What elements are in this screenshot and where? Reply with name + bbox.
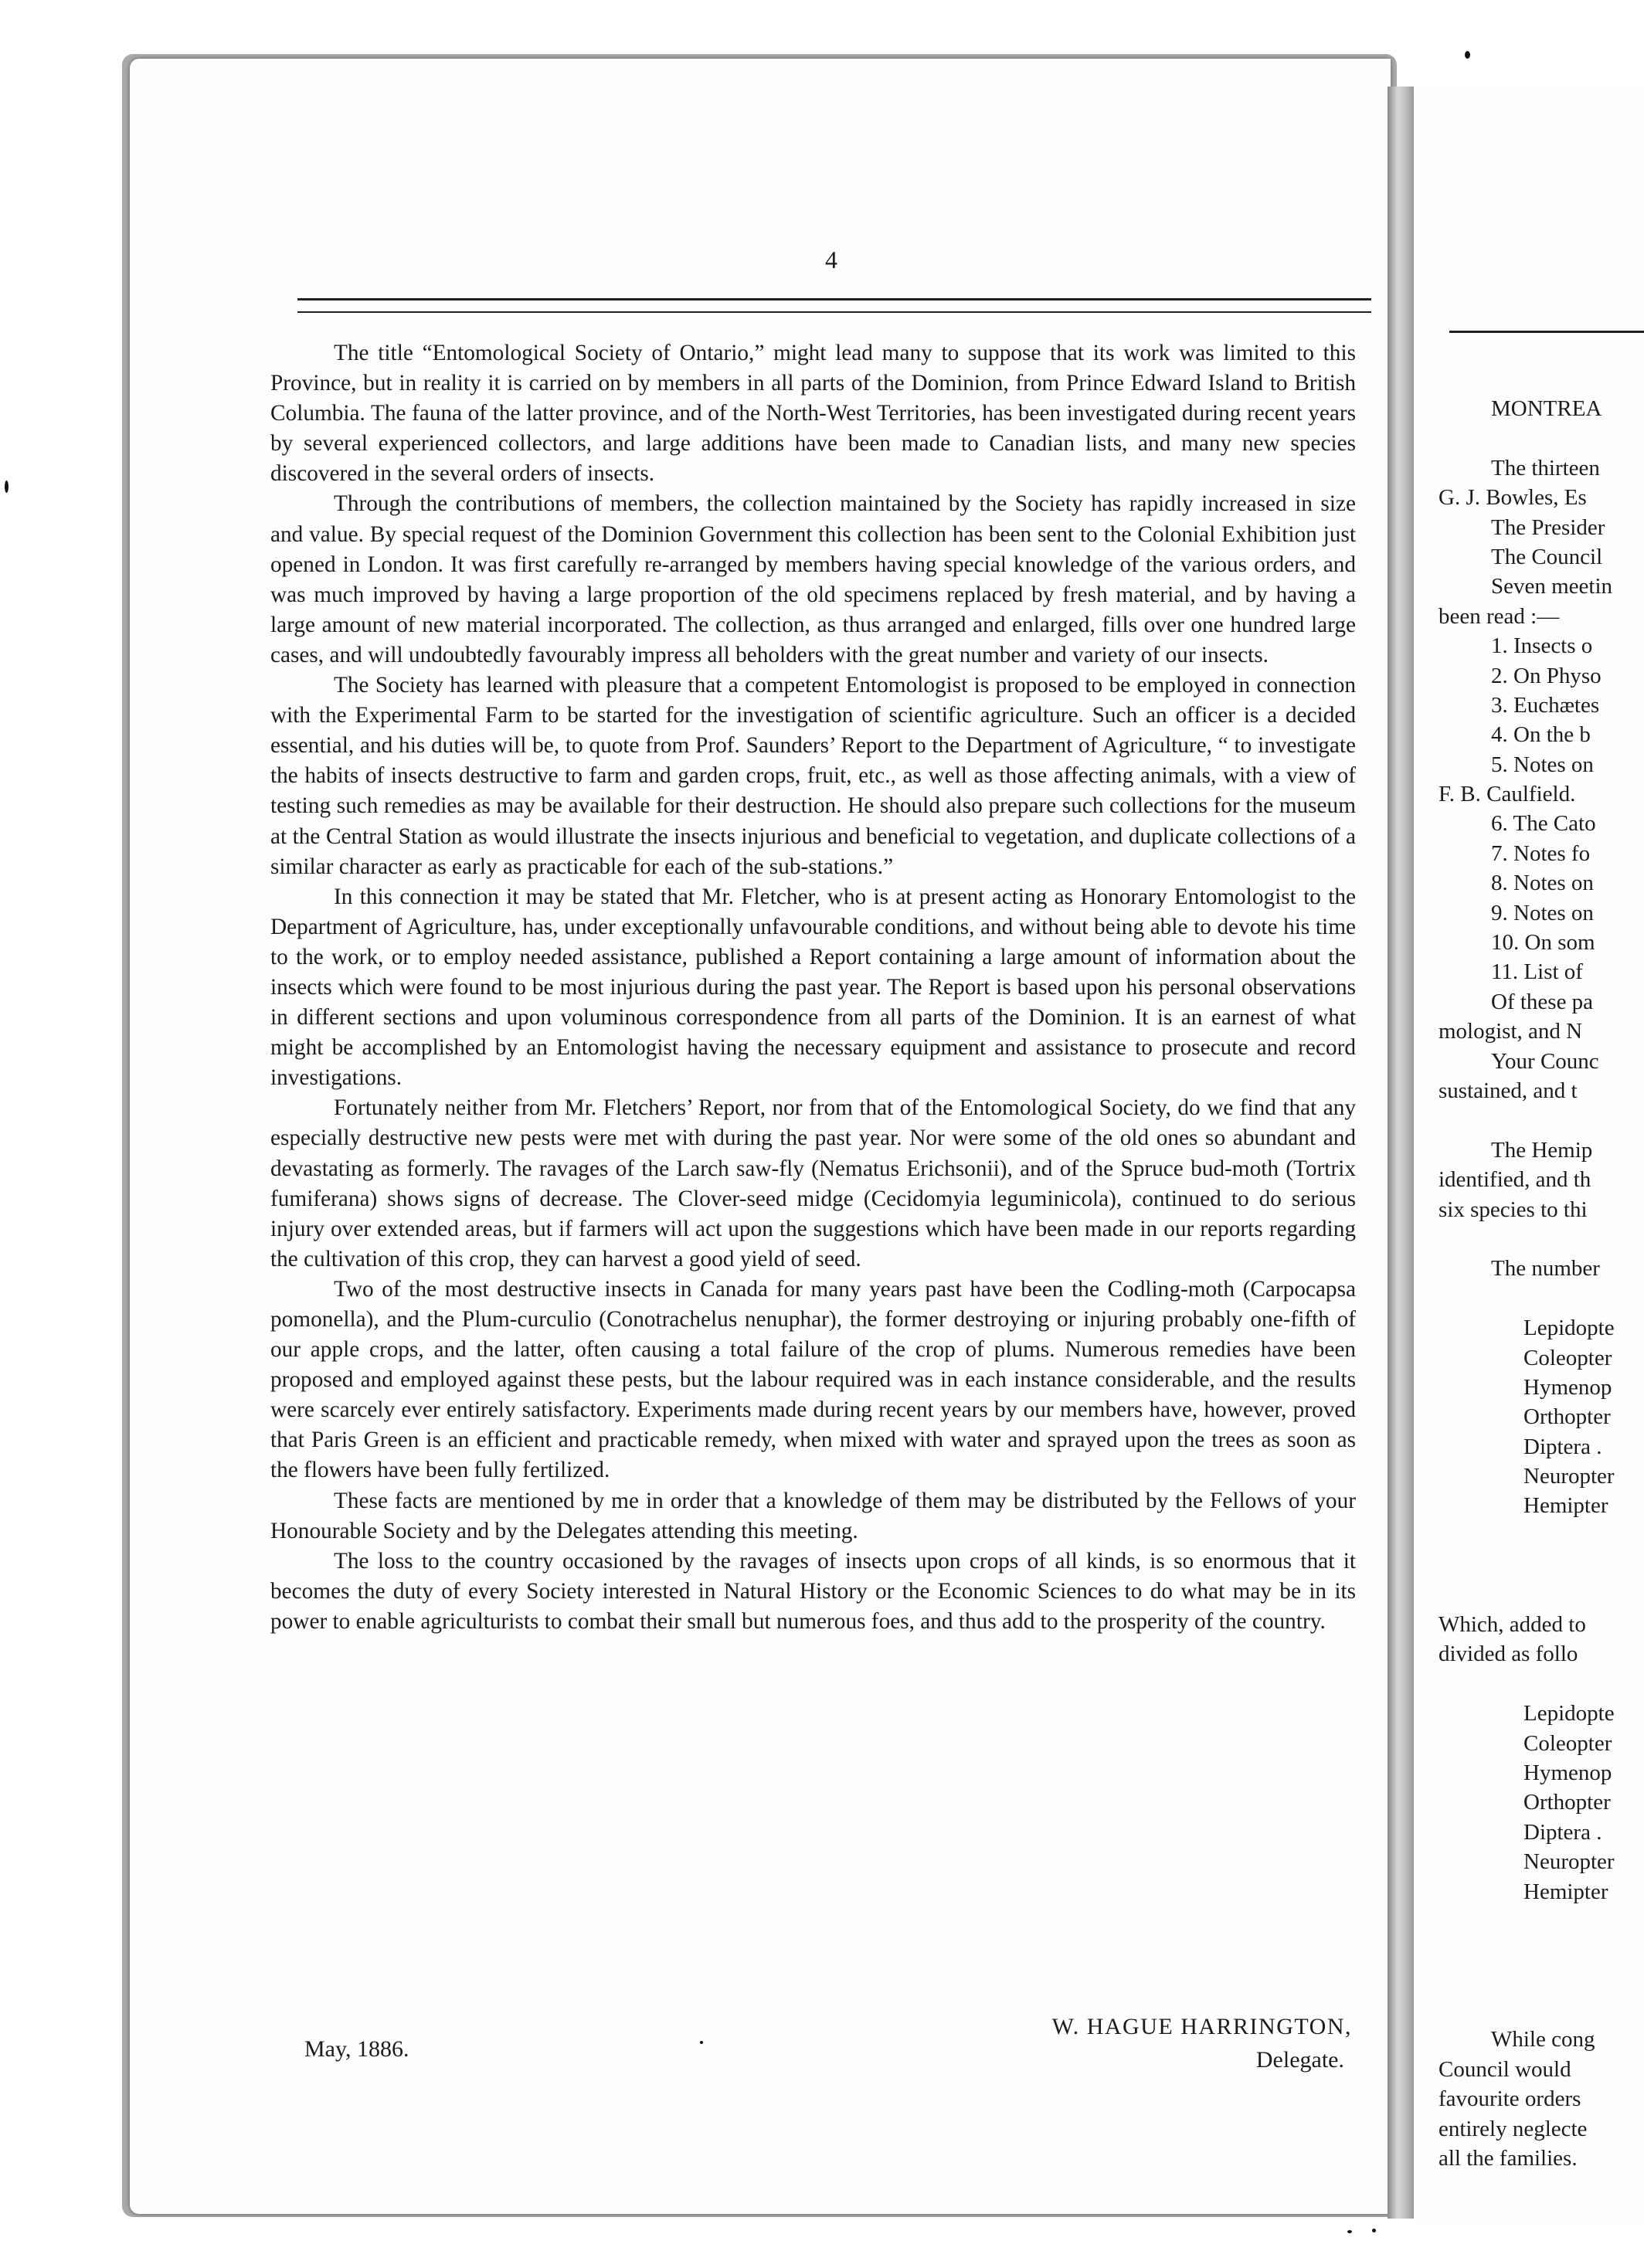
right-page-line [1438,1580,1644,1610]
right-page-line: The Hemip [1491,1137,1593,1163]
right-page-line: Orthopter [1523,1404,1611,1430]
right-page-line [1438,1284,1644,1313]
scan-speck [1465,51,1470,59]
right-page-line: The Presider [1491,514,1605,540]
body-text [270,338,1356,1637]
right-page-line: 8. Notes on [1491,871,1594,896]
page-number: 4 [825,246,837,273]
right-page-line: divided as follo [1438,1642,1578,1667]
right-page-line: Hemipter [1523,1879,1608,1904]
right-page-line: While cong [1491,2027,1595,2052]
right-page-line: favourite orders [1438,2086,1581,2112]
right-page-line: 11. List of [1491,959,1583,985]
right-page-line [1438,1906,1644,1936]
book-gutter [1388,87,1414,2219]
body-paragraph: The Society has learned with pleasure that a competent Entomologist is proposed to be employed in connection with the Experimental Farm to be started for the investigation of scientific agriculture. Such an officer is a decided essential, and his duties will be, to quote from Prof. Saunders’ Report to the Department of Agriculture, “ to investigate the habits of insects destructive to farm and garden crops, fruit, etc., as well as those affecting animals, with a view of testing such remedies as may be available for their destruction. He should also prepare such collections for the museum at the Central Station as would illustrate the insects injurious and beneficial to vegetation, and duplicate collections of a similar character as early as practicable for each of the sub-stations.” [270,673,1356,879]
right-page-line: Diptera . [1523,1819,1602,1845]
right-page-line: Hymenop [1523,1760,1612,1785]
right-page-line: G. J. Bowles, Es [1438,485,1587,511]
right-page-line: been read :— [1438,603,1560,629]
body-paragraph: These facts are mentioned by me in order that a knowledge of them may be distributed by the Fellows of your Honourable Society and by the Delegates attending this meeting. [270,1488,1356,1543]
right-page-line [1438,1936,1644,1965]
closing-block [270,2010,1356,2110]
right-page-line: Council would [1438,2056,1571,2082]
right-page-line: Neuropter [1523,1464,1615,1489]
right-page-line [1438,1105,1644,1135]
letter-date: May, 1886. [304,2036,409,2062]
right-page-line: Hymenop [1523,1374,1612,1400]
right-page-line: Orthopter [1523,1790,1611,1815]
right-page-line: 1. Insects o [1491,633,1593,659]
right-page-line: Neuropter [1523,1849,1615,1875]
body-paragraph: Through the contributions of members, the collection maintained by the Society has rapidly increased in size and value. By special request of the Dominion Government this collection has been sent to the Colonial Exhibition just opened in London. It was first carefully re-arranged by members having special knowledge of the various orders, and was much improved by having a large proportion of the old specimens replaced by fresh material, and by having a large amount of new material incorporated. The collection, as thus arranged and enlarged, fills over one hundred large cases, and will undoubtedly favourably impress all beholders with the great number and variety of our insects. [270,491,1356,667]
right-page-line: 5. Notes on [1491,752,1594,777]
right-page-line: Which, added to [1438,1612,1586,1638]
right-page-line: Your Counc [1491,1048,1599,1074]
body-paragraph: In this connection it may be stated that Mr. Fletcher, who is at present acting as Honorary Entomologist to the Department of Agriculture, has, under exceptionally unfavourable conditions, and without being able to devote his time to the work, or to employ needed assistance, published a Report containing a large amount of information about the insects which were found to be most injurious during the past year. The Report is based upon his personal observations in different sections and upon voluminous correspondence from all parts of the Dominion. It is an earnest of what might be accomplished by an Entomologist having the necessary equipment and assistance to prosecute and record investigations. [270,884,1356,1091]
right-page-line: 7. Notes fo [1491,840,1591,866]
right-page-line: identified, and th [1438,1167,1591,1193]
right-page-line: 6. The Cato [1491,811,1596,837]
right-page-line [1438,1995,1644,2025]
scan-speck [5,480,8,493]
right-page-line [1438,1224,1644,1254]
scan-speck [1372,2229,1376,2232]
right-page-line: six species to thi [1438,1197,1588,1222]
right-page-line: all the families. [1438,2146,1578,2171]
right-page-line: MONTREA [1491,396,1602,421]
right-page-line [1438,1966,1644,1995]
right-page-line: Seven meetin [1491,574,1613,599]
signature-block [1052,2010,1352,2076]
right-page-line: mologist, and N [1438,1019,1583,1044]
right-page-line: 2. On Physo [1491,663,1602,688]
right-page-header-rule [1449,331,1644,333]
right-page-line: sustained, and t [1438,1078,1578,1103]
body-paragraph: Two of the most destructive insects in Canada for many years past have been the Codling-moth (Carpocapsa pomonella), and the Plum-curculio (Conotrachelus nenuphar), the former destroying or injuring probably one-fifth of our apple crops, and the latter, often causing a total failure of the crop of plums. Numerous remedies have been proposed and employed against these pests, but the labour required was in each instance considerable, and the results were scarcely ever entirely satisfactory. Experiments made during recent years by our members have, however, proved that Paris Green is an efficient and practicable remedy, when mixed with water and sprayed upon the trees as soon as the flowers have been fully fertilized. [270,1276,1356,1483]
body-paragraph: The loss to the country occasioned by the ravages of insects upon crops of all kinds, is so enormous that it becomes the duty of every Society interested in Natural History or the Economic Sciences to do what may be in its power to enable agriculturists to combat their small but numerous foes, and thus add to the prosperity of the country. [270,1548,1356,1634]
right-page-line: Of these pa [1491,989,1594,1014]
body-paragraph: Fortunately neither from Mr. Fletchers’ Report, nor from that of the Entomological Society, do we find that any especially destructive new pests were met with during the past year. Nor were some of the old ones so abundant and devastating as formerly. The ravages of the Larch saw-fly (Nematus Erichsonii), and of the Spruce bud-moth (Tortrix fumiferana) shows signs of decrease. The Clover-seed midge (Cecidomyia leguminicola), continued to do serious injury over extended areas, but if farmers will act upon the suggestions which have been made in our reports regarding the cultivation of this crop, they can harvest a good yield of seed. [270,1095,1356,1272]
right-page-line: Lepidopte [1523,1701,1615,1726]
right-page-line: 3. Euchætes [1491,692,1600,718]
right-page-line: Hemipter [1523,1493,1608,1519]
right-page-line: Coleopter [1523,1730,1612,1756]
right-page-line [1438,1521,1644,1550]
right-page-line: The Council [1491,544,1603,569]
right-page-line: The thirteen [1491,455,1600,480]
body-paragraph: The title “Entomological Society of Ontario,” might lead many to suppose that its work was limited to this Province, but in reality it is carried on by members in all parts of the Dominion, from Prince Edward Island to British Columbia. The fauna of the latter province, and of the North-West Territories, has been investigated during recent years by several experienced collectors, and large additions have been made to Canadian lists, and many new species discovered in the several orders of insects. [270,341,1356,487]
scan-speck [1347,2230,1352,2233]
right-page-line: 4. On the b [1491,722,1591,748]
right-page-line [1438,1550,1644,1580]
right-page-line: Lepidopte [1523,1316,1615,1341]
right-page-line: Diptera . [1523,1434,1602,1459]
right-page-line: F. B. Caulfield. [1438,782,1576,807]
right-page-line: 10. On som [1491,930,1595,956]
right-page-partial [1414,90,1644,2222]
right-page-line [1438,423,1644,453]
right-page-text [1438,394,1644,2173]
signature-name: W. HAGUE HARRINGTON, [1051,2014,1352,2039]
scan-speck [700,2041,703,2044]
signature-role: Delegate. [1255,2047,1344,2073]
right-page-line: 9. Notes on [1491,900,1594,925]
right-page-line: Coleopter [1523,1345,1612,1370]
header-double-rule [297,298,1371,313]
right-page-line: The number [1491,1256,1600,1282]
right-page-line: entirely neglecte [1438,2116,1588,2141]
right-page-line [1438,1669,1644,1699]
